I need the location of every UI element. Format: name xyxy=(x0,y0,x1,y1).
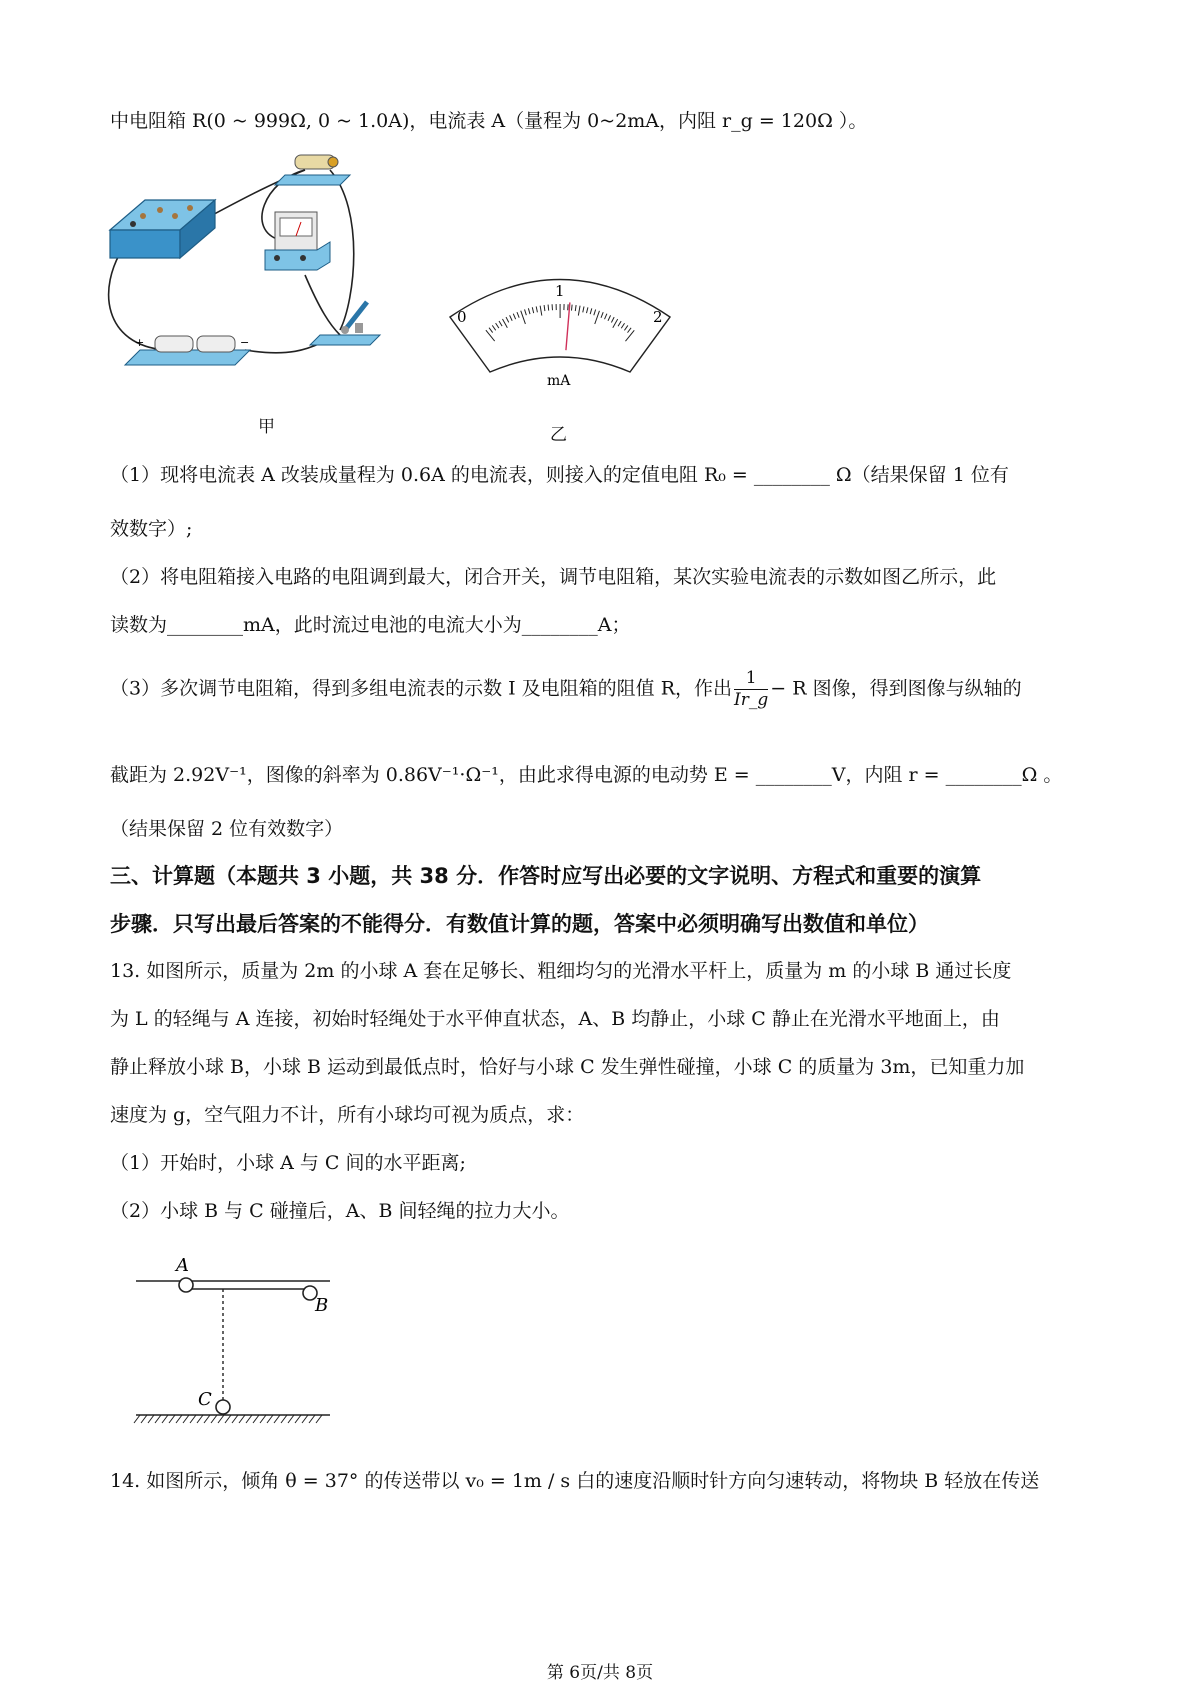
question-3-line-1 xyxy=(110,670,1022,709)
ground-hatch xyxy=(267,1415,273,1423)
svg-text:−: − xyxy=(240,336,250,349)
ground-hatch xyxy=(211,1415,217,1423)
ground-hatch xyxy=(162,1415,168,1423)
label-c: C xyxy=(198,1389,212,1410)
ground-hatch xyxy=(155,1415,161,1423)
dial-label-0: 0 xyxy=(457,308,467,326)
meter-dial-figure xyxy=(445,262,675,392)
ground-hatch xyxy=(260,1415,266,1423)
ground-hatch xyxy=(134,1415,140,1423)
question-3-text-before: （3）多次调节电阻箱，得到多组电流表的示数 I 及电阻箱的阻值 R，作出 xyxy=(110,677,733,700)
label-b: B xyxy=(315,1295,329,1316)
ground-hatch xyxy=(281,1415,287,1423)
ground-hatch xyxy=(176,1415,182,1423)
problem-13-line-3: 静止释放小球 B，小球 B 运动到最低点时，恰好与小球 C 发生弹性碰撞，小球 C 的质量为 3m，已知重力加 xyxy=(110,1056,1025,1078)
ground-hatch xyxy=(288,1415,294,1423)
text-line-resistor-box: 中电阻箱 R(0 ~ 999Ω, 0 ~ 1.0A)，电流表 A（量程为 0~2mA，内阻 r_g = 120Ω ）。 xyxy=(110,110,868,132)
battery-holder xyxy=(125,336,250,365)
problem-13-question-2: （2）小球 B 与 C 碰撞后，A、B 间轻绳的拉力大小。 xyxy=(110,1200,570,1222)
problem-13-question-1: （1）开始时，小球 A 与 C 间的水平距离; xyxy=(110,1152,466,1174)
circuit-apparatus-figure xyxy=(105,150,425,400)
ground-hatch xyxy=(232,1415,238,1423)
ball-a xyxy=(179,1278,193,1292)
section-3-heading-line-2: 步骤．只写出最后答案的不能得分．有数值计算的题，答案中必须明确写出数值和单位） xyxy=(110,912,929,936)
dial-label-1: 1 xyxy=(555,282,565,300)
problem-13-line-2: 为 L 的轻绳与 A 连接，初始时轻绳处于水平伸直状态，A、B 均静止，小球 C 静止在光滑水平地面上，由 xyxy=(110,1008,1000,1030)
problem-13-figure xyxy=(130,1255,340,1435)
dial-tick xyxy=(548,305,549,311)
page-footer: 第 6页/共 8页 xyxy=(546,1663,654,1683)
problem-13-line-4: 速度为 g，空气阻力不计，所有小球均可视为质点，求： xyxy=(110,1104,585,1126)
ground-hatch xyxy=(204,1415,210,1423)
ground-hatch xyxy=(246,1415,252,1423)
problem-13-line-1: 13. 如图所示，质量为 2m 的小球 A 套在足够长、粗细均匀的光滑水平杆上，质量为 m 的小球 B 通过长度 xyxy=(110,960,1012,982)
dial-label-2: 2 xyxy=(653,308,663,326)
question-1-line-2: 效数字）; xyxy=(110,518,193,540)
question-3-line-3: （结果保留 2 位有效数字） xyxy=(110,818,344,840)
ground-hatch xyxy=(309,1415,315,1423)
figure-caption-jia: 甲 xyxy=(258,417,275,437)
question-3-line-2: 截距为 2.92V⁻¹，图像的斜率为 0.86V⁻¹·Ω⁻¹，由此求得电源的电动势 E = ________V，内阻 r = ________Ω 。 xyxy=(110,764,1063,786)
ground-hatch xyxy=(183,1415,189,1423)
ground-hatch xyxy=(225,1415,231,1423)
ground-hatch xyxy=(295,1415,301,1423)
ground-hatch xyxy=(190,1415,196,1423)
question-2-line-2: 读数为________mA，此时流过电池的电流大小为________A； xyxy=(110,614,631,636)
problem-14-line-1: 14. 如图所示，倾角 θ = 37° 的传送带以 v₀ = 1m / s 白的速度沿顺时针方向匀速转动，将物块 B 轻放在传送 xyxy=(110,1470,1040,1492)
fraction-1-over-irg xyxy=(734,670,768,709)
question-1-line-1: （1）现将电流表 A 改装成量程为 0.6A 的电流表，则接入的定值电阻 R₀ = ________ Ω（结果保留 1 位有 xyxy=(110,464,1009,486)
dial-unit: mA xyxy=(547,373,571,389)
ground-hatch xyxy=(148,1415,154,1423)
ground-hatch xyxy=(239,1415,245,1423)
svg-text:+: + xyxy=(135,336,145,349)
fraction-numerator: 1 xyxy=(734,670,768,690)
question-2-line-1: （2）将电阻箱接入电路的电阻调到最大，闭合开关，调节电阻箱，某次实验电流表的示数如图乙所示，此 xyxy=(110,566,997,588)
ammeter xyxy=(265,212,330,270)
ground-hatch xyxy=(302,1415,308,1423)
ground-hatch xyxy=(169,1415,175,1423)
resistor-box xyxy=(110,200,215,258)
fixed-resistor xyxy=(275,155,350,185)
ground-hatch xyxy=(218,1415,224,1423)
ground-hatch xyxy=(253,1415,259,1423)
ground-hatch xyxy=(197,1415,203,1423)
ground-hatch xyxy=(274,1415,280,1423)
ground-hatch xyxy=(316,1415,322,1423)
section-3-heading-line-1: 三、计算题（本题共 3 小题，共 38 分．作答时应写出必要的文字说明、方程式和重要的演算 xyxy=(110,864,982,888)
ball-c xyxy=(216,1400,230,1414)
label-a: A xyxy=(176,1255,189,1276)
dial-tick xyxy=(571,305,572,311)
ground-hatch xyxy=(141,1415,147,1423)
question-3-text-after: − R 图像，得到图像与纵轴的 xyxy=(770,677,1022,700)
figure-caption-yi: 乙 xyxy=(550,425,567,445)
fraction-denominator: Ir_g xyxy=(734,690,769,710)
